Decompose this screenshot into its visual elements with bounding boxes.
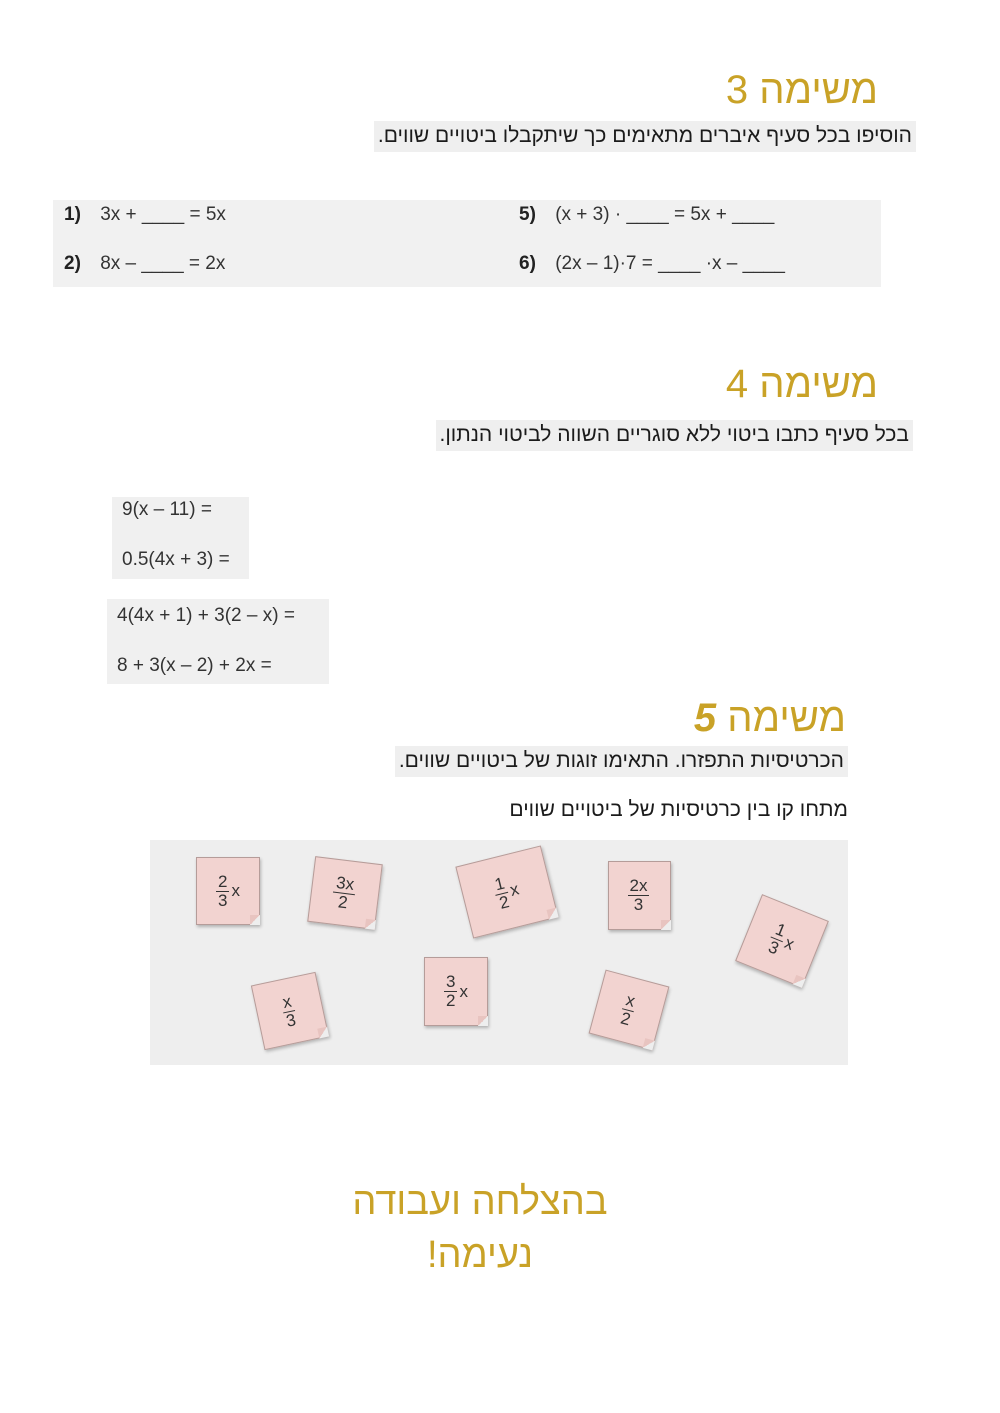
task5-title bbox=[694, 698, 846, 738]
equation-number: 6) bbox=[519, 253, 536, 274]
equation-2 bbox=[64, 253, 225, 275]
expression-1: 9(x – 11) = bbox=[122, 499, 212, 520]
card-denominator: 3 bbox=[633, 895, 644, 914]
expression-4: 8 + 3(x – 2) + 2x = bbox=[117, 655, 272, 676]
equation-5 bbox=[519, 204, 774, 226]
equation-expression: (x + 3) · ____ = 5x + ____ bbox=[555, 204, 775, 225]
equation-number: 5) bbox=[519, 204, 536, 225]
task5-subinstruction: מתחו קו בין כרטיסיות של ביטויים שווים bbox=[509, 798, 848, 821]
card-denominator: 2 bbox=[446, 991, 456, 1010]
task5-title-number: 5 bbox=[693, 696, 717, 740]
expression-2: 0.5(4x + 3) = bbox=[122, 549, 230, 570]
equation-expression: (2x – 1)·7 = ____ ·x – ____ bbox=[555, 253, 785, 274]
card-3x-over-2[interactable] bbox=[307, 856, 383, 930]
card-numerator: 2x bbox=[629, 876, 648, 896]
equation-1 bbox=[64, 204, 226, 226]
card-variable: x bbox=[507, 879, 521, 900]
task5-title-word: משימה bbox=[727, 696, 846, 740]
card-denominator: 2 bbox=[497, 891, 511, 913]
task4-instruction: בכל סעיף כתבו ביטוי ללא סוגריים השווה לביטוי הנתון. bbox=[436, 420, 914, 451]
closing-line-1: בהצלחה ועבודה bbox=[352, 1181, 608, 1223]
card-numerator: 1 bbox=[771, 920, 791, 943]
card-numerator: 3x bbox=[333, 873, 357, 894]
task3-title: משימה 3 bbox=[725, 68, 878, 112]
card-2x-over-3[interactable] bbox=[608, 861, 671, 930]
equation-expression: 3x + ____ = 5x bbox=[100, 204, 226, 225]
card-denominator: 3 bbox=[218, 890, 228, 910]
equation-expression: 8x – ____ = 2x bbox=[100, 253, 226, 274]
task5-instruction: הכרטיסיות התפזרו. התאימו זוגות של ביטויים שווים. bbox=[395, 746, 848, 777]
card-x-over-3[interactable] bbox=[251, 972, 329, 1050]
closing-message bbox=[300, 1176, 660, 1282]
card-variable: x bbox=[781, 933, 797, 954]
task3-instruction: הוסיפו בכל סעיף איברים מתאימים כך שיתקבלו ביטויים שווים. bbox=[374, 121, 916, 152]
card-denominator: 3 bbox=[284, 1009, 298, 1031]
card-denominator: 2 bbox=[618, 1008, 633, 1029]
card-numerator: x bbox=[622, 990, 639, 1011]
closing-line-2: נעימה! bbox=[426, 1234, 533, 1277]
card-numerator: x bbox=[279, 992, 295, 1013]
card-numerator: 2 bbox=[218, 871, 228, 891]
card-denominator: 2 bbox=[337, 891, 349, 912]
equation-number: 1) bbox=[64, 204, 81, 225]
task4-title: משימה 4 bbox=[725, 362, 878, 406]
card-two-thirds-x[interactable] bbox=[196, 857, 260, 925]
card-denominator: 3 bbox=[765, 936, 782, 958]
equation-number: 2) bbox=[64, 253, 81, 274]
card-numerator: 3 bbox=[446, 972, 456, 992]
card-three-halves-x[interactable] bbox=[424, 957, 488, 1026]
equation-6 bbox=[519, 253, 785, 275]
card-numerator: 1 bbox=[491, 874, 509, 896]
card-variable: x bbox=[459, 981, 468, 1001]
card-variable: x bbox=[231, 881, 240, 900]
expression-3: 4(4x + 1) + 3(2 – x) = bbox=[117, 605, 295, 626]
